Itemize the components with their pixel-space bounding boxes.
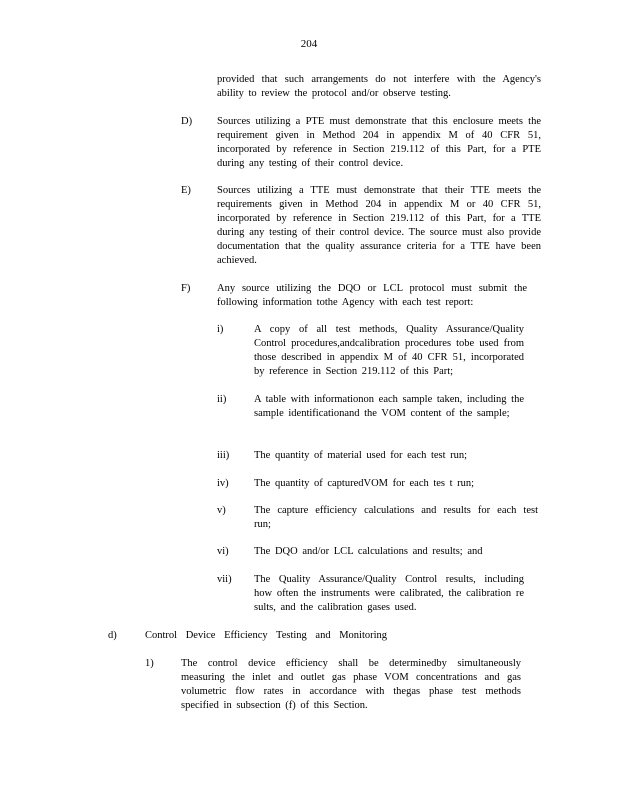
subitem-text-v: The capture efficiency calculations and results for each test run; xyxy=(254,505,538,530)
subitem-text-vi: The DQO and/or LCL calculations and results; and xyxy=(254,546,483,557)
subitem-label-vi: vi) xyxy=(217,546,229,557)
section-d-item-text-1: The control device efficiency shall be determinedby simultaneously measuring the inlet and outlet gas phase VOM concentrations and gas volumetric flow rates in accordance with thegas phase test methods specified in subsection (f) of this Section. xyxy=(181,658,521,711)
subitem-label-iv: iv) xyxy=(217,478,229,489)
item-text-d: Sources utilizing a PTE must demonstrate that this enclosure meets the requirement given in Method 204 in appendix M of 40 CFR 51, incorporated by reference in Section 219.112 of this Part, for a PTE during any testing of their control device. xyxy=(217,116,541,169)
item-label-e: E) xyxy=(181,185,191,196)
subitem-text-ii: A table with informationon each sample taken, including the sample identificationand the VOM content of the sample; xyxy=(254,394,524,419)
subitem-label-iii: iii) xyxy=(217,450,230,461)
subitem-text-iii: The quantity of material used for each test run; xyxy=(254,450,468,461)
item-text-f: Any source utilizing the DQO or LCL protocol must submit the following information tothe Agency with each test report: xyxy=(217,283,527,308)
item-label-d: D) xyxy=(181,116,193,127)
continuation-paragraph: provided that such arrangements do not interfere with the Agency's ability to review the protocol and/or observe testing. xyxy=(217,74,541,99)
subitem-label-v: v) xyxy=(217,505,226,516)
subitem-label-i: i) xyxy=(217,324,224,335)
section-heading-d: Control Device Efficiency Testing and Monitoring xyxy=(145,630,388,641)
subitem-label-ii: ii) xyxy=(217,394,227,405)
subitem-text-iv: The quantity of capturedVOM for each tes t run; xyxy=(254,478,475,489)
section-d-item-label-1: 1) xyxy=(145,658,154,669)
subitem-label-vii: vii) xyxy=(217,574,232,585)
section-label-d: d) xyxy=(108,630,117,641)
page-number: 204 xyxy=(300,38,318,50)
subitem-text-vii: The Quality Assurance/Quality Control results, including how often the instruments were calibrated, the calibration re sults, and the calibration gases used. xyxy=(254,574,524,613)
item-text-e: Sources utilizing a TTE must demonstrate that their TTE meets the requirements given in Method 204 in appendix M or 40 CFR 51, incorporated by reference in Section 219.112 of this Part, for a TTE during any testing of their control device. The source must also provide documentation that the quality assurance criteria for a TTE have been achieved. xyxy=(217,185,541,266)
item-label-f: F) xyxy=(181,283,191,294)
subitem-text-i: A copy of all test methods, Quality Assurance/Quality Control procedures,andcalibration procedures tobe used from those described in appendix M of 40 CFR 51, incorporated by reference in Section 219.112 of this Part; xyxy=(254,324,524,377)
